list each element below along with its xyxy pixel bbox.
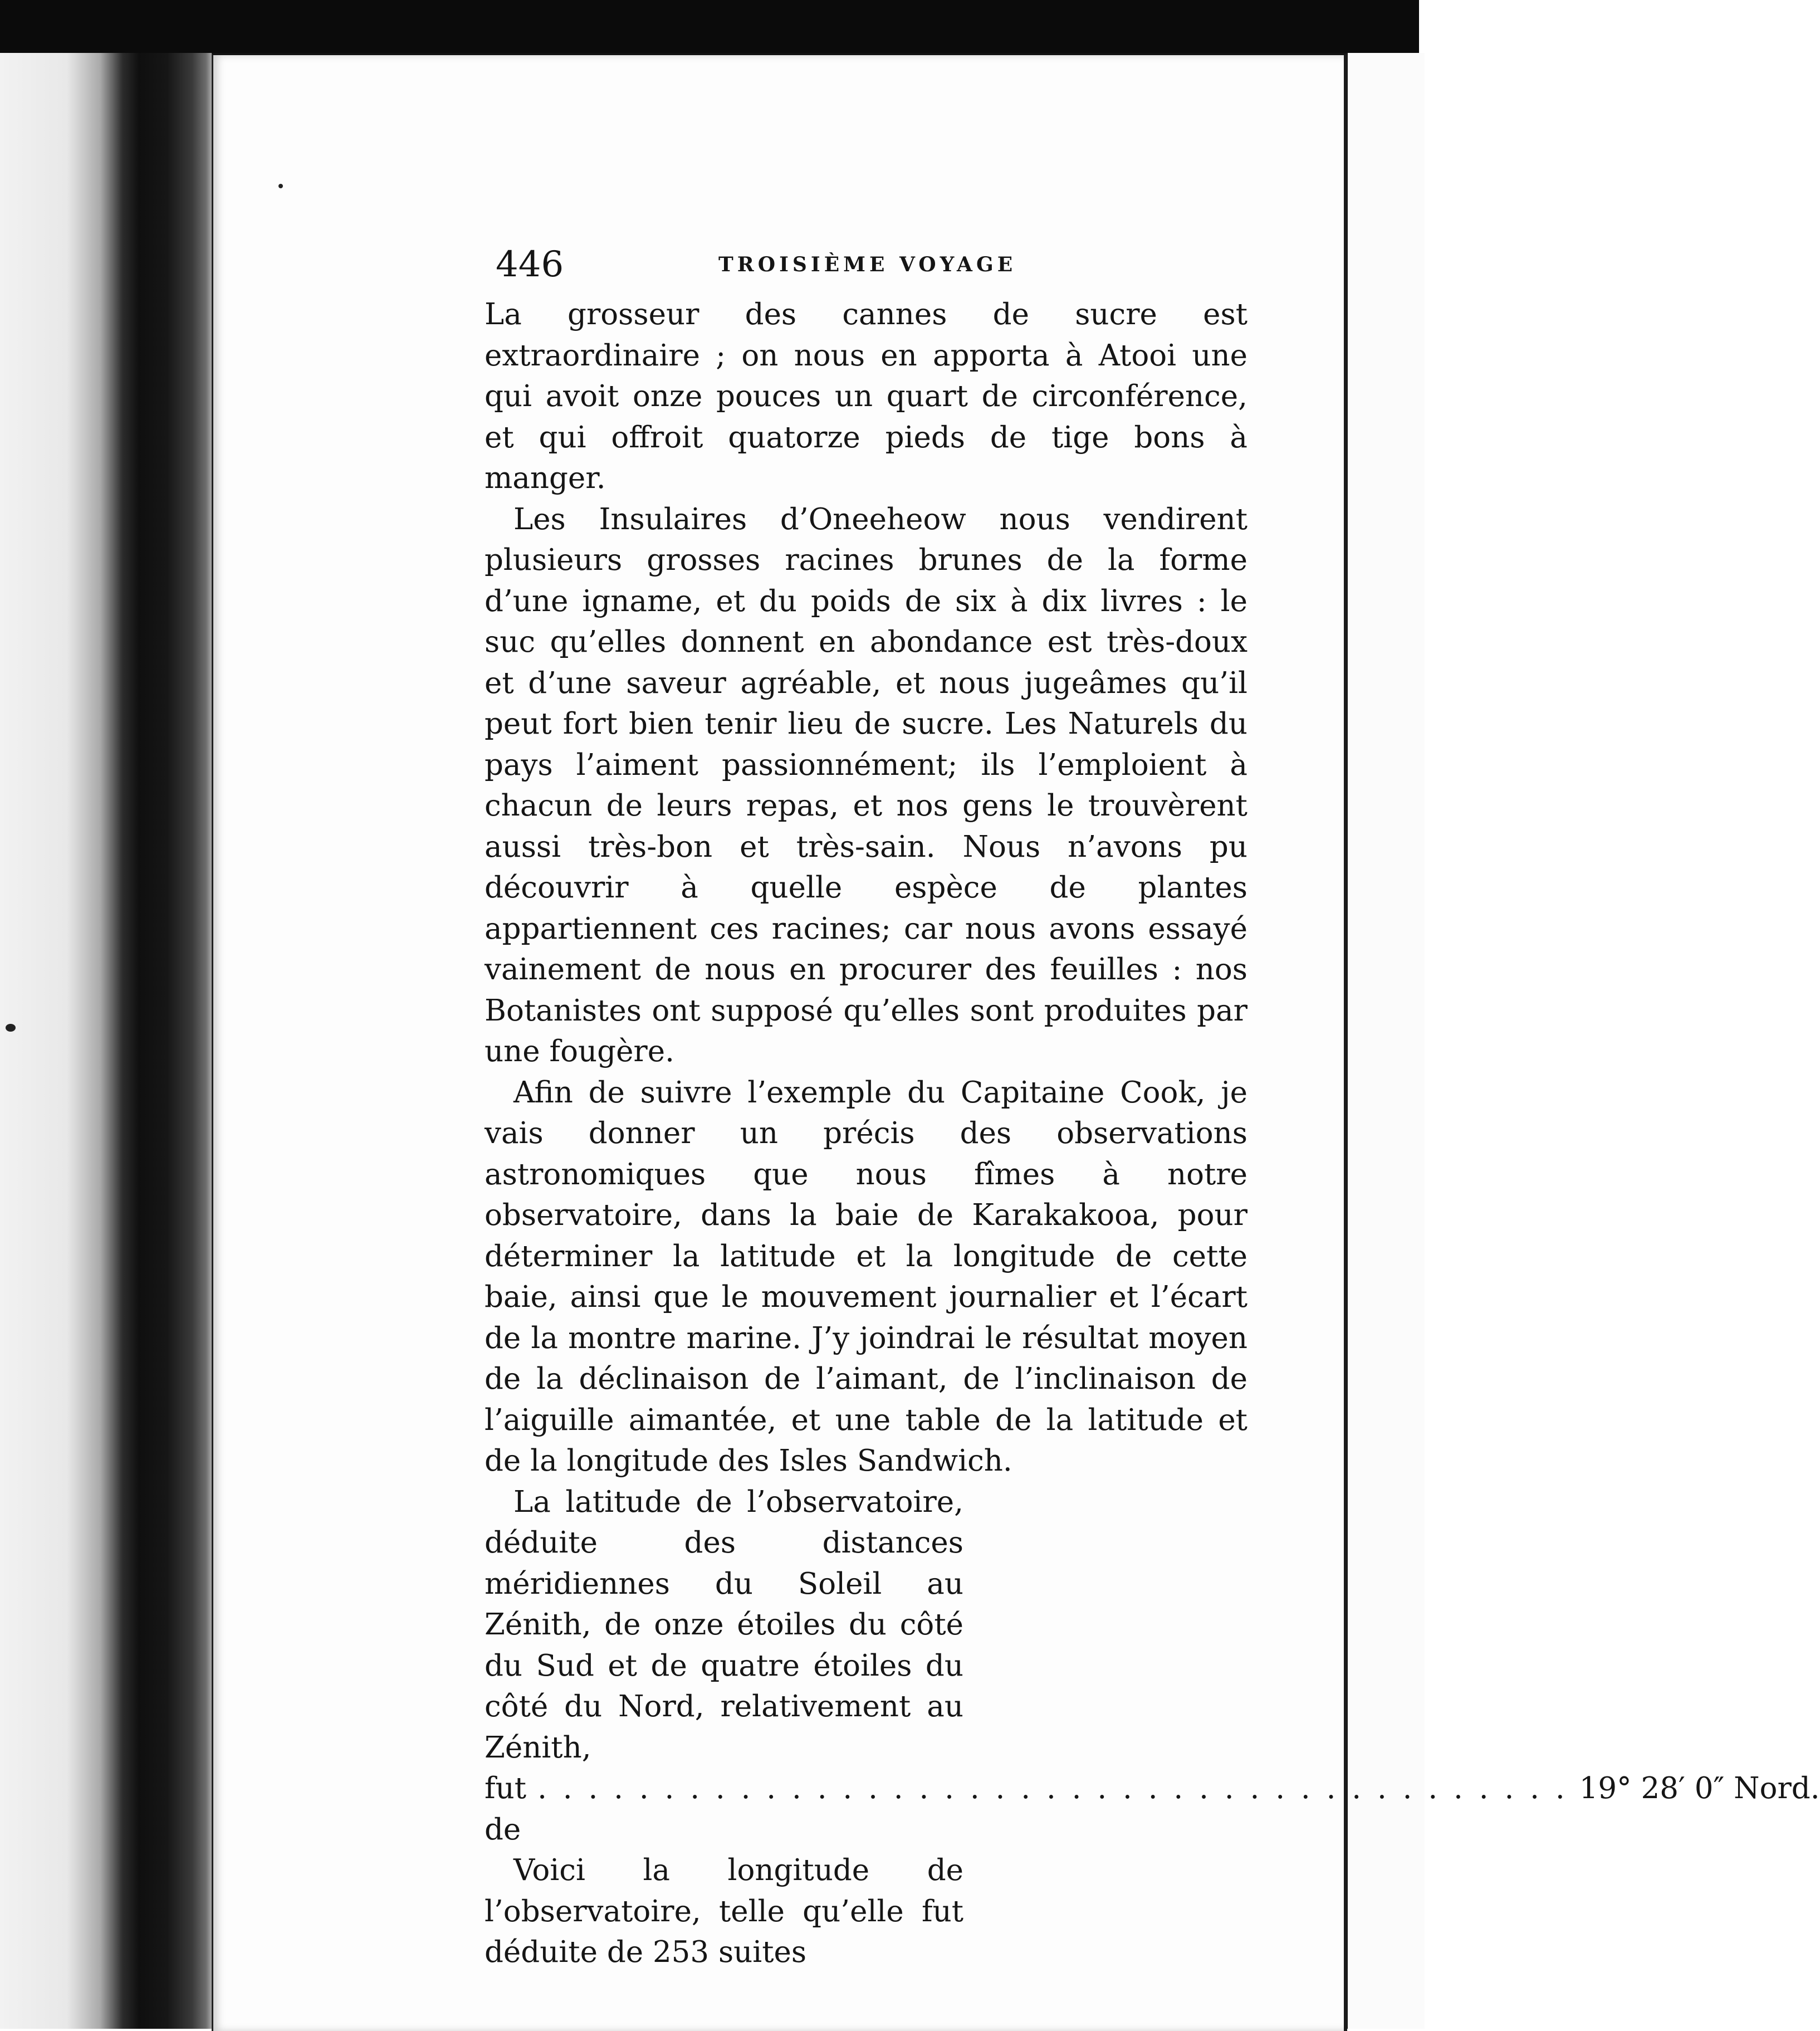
latitude-entry (485, 1482, 1820, 1851)
latitude-value: 19° 28′ 0″ Nord. (1579, 1771, 1820, 1805)
closing-text: Voici la longitude de l’observatoire, telle qu’elle fut déduite de 253 suites (485, 1853, 963, 1969)
dust-speck (278, 184, 283, 188)
facing-page-edge (1342, 53, 1425, 2029)
book-spine-shadow (0, 53, 212, 2029)
body-text (485, 294, 1820, 1973)
latitude-entry-lead: fut de (485, 1771, 527, 1847)
dust-speck (6, 1024, 16, 1032)
dot-leaders: . . . . . . . . . . . . . . . . . . . . . . . . . . . . . . . . . . . . . . . . . (537, 1771, 1568, 1805)
latitude-entry-label: La latitude de l’observatoire, déduite des distances méridiennes du Soleil au Zénith, de onze étoiles du côté du Sud et de quatre étoiles du côté du Nord, relativement au Zénith, (485, 1485, 963, 1765)
page-number: 446 (496, 244, 564, 285)
paragraph-sugar-cane: La grosseur des cannes de sucre est extraordinaire ; on nous en apporta à Atooi une qui avoit onze pouces un quart de circonférence, et qui offroit quatorze pieds de tige bons à manger. (485, 297, 1247, 495)
running-title: TROISIÈME VOYAGE (718, 253, 1017, 276)
paragraph-observations: Afin de suivre l’exemple du Capitaine Cook, je vais donner un précis des observations astronomiques que nous fîmes à notre observatoire, dans la baie de Karakakooa, pour déterminer la latitude et la longitude de cette baie, ainsi que le mouvement journalier et l’écart de la montre marine. J’y joindrai le résultat moyen de la déclinaison de l’aimant, de l’inclinaison de l’aiguille aimantée, et une table de la latitude et de la longitude des Isles Sandwich. (485, 1075, 1247, 1478)
paragraph-roots: Les Insulaires d’Oneeheow nous vendirent plusieurs grosses racines brunes de la forme d’une igname, et du poids de six à dix livres : le suc qu’elles donnent en abondance est très-doux et d’une saveur agréable, et nous jugeâmes qu’il peut fort bien tenir lieu de sucre. Les Naturels du pays l’aiment passionnément; ils l’emploient à chacun de leurs repas, et nos gens le trouvèrent aussi très-bon et très-sain. Nous n’avons pu découvrir à quelle espèce de plantes appartiennent ces racines; car nous avons essayé vainement de nous en procurer des feuilles : nos Botanistes ont supposé qu’elles sont produites par une fougère. (485, 502, 1247, 1068)
scan-border-top (0, 0, 1419, 53)
latitude-entry-line (485, 1768, 1820, 1850)
page-header (496, 242, 1236, 287)
